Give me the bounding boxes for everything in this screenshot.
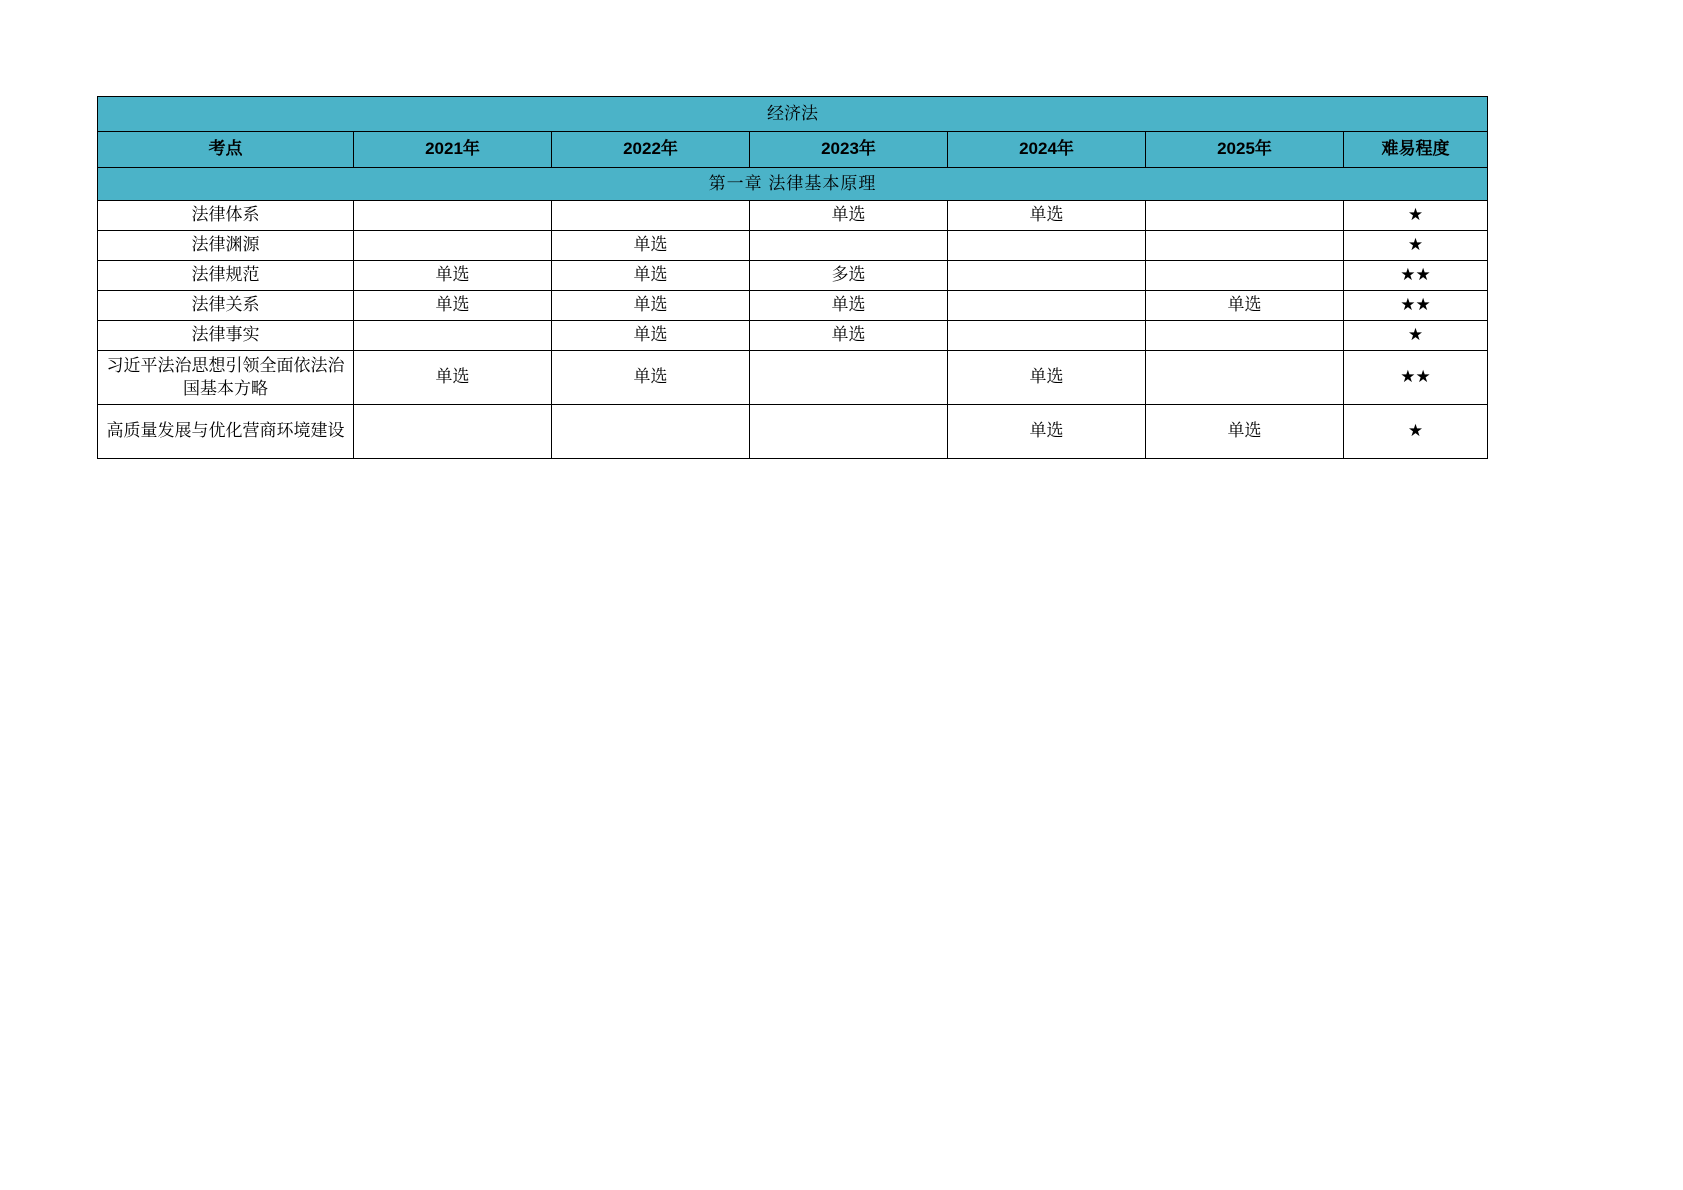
exam-outline-table [97, 96, 1488, 459]
table-header-row [98, 132, 1488, 168]
row-2025 [1146, 201, 1344, 231]
table-row [98, 291, 1488, 321]
row-2024: 单选 [948, 201, 1146, 231]
row-2023 [750, 351, 948, 405]
row-topic: 法律渊源 [98, 231, 354, 261]
row-2021: 单选 [354, 291, 552, 321]
column-header-2024: 2024年 [948, 132, 1146, 168]
column-header-topic: 考点 [98, 132, 354, 168]
row-2022: 单选 [552, 261, 750, 291]
row-topic: 法律关系 [98, 291, 354, 321]
row-2021 [354, 201, 552, 231]
row-2021 [354, 231, 552, 261]
row-2022 [552, 405, 750, 459]
row-topic: 法律规范 [98, 261, 354, 291]
row-2022: 单选 [552, 291, 750, 321]
table-row [98, 261, 1488, 291]
row-2022: 单选 [552, 231, 750, 261]
table-row [98, 405, 1488, 459]
row-2023: 单选 [750, 201, 948, 231]
table-row [98, 321, 1488, 351]
row-topic: 习近平法治思想引领全面依法治国基本方略 [98, 351, 354, 405]
row-2021 [354, 405, 552, 459]
row-2021 [354, 321, 552, 351]
column-header-2021: 2021年 [354, 132, 552, 168]
table-title-row [98, 97, 1488, 132]
column-header-2025: 2025年 [1146, 132, 1344, 168]
document-title: 经济法 [98, 97, 1488, 132]
row-difficulty: ★★ [1344, 291, 1488, 321]
row-2023 [750, 231, 948, 261]
row-2025 [1146, 321, 1344, 351]
row-topic: 法律事实 [98, 321, 354, 351]
row-2025 [1146, 231, 1344, 261]
row-2021: 单选 [354, 351, 552, 405]
row-2025: 单选 [1146, 291, 1344, 321]
exam-outline-table-wrapper [97, 96, 1450, 459]
row-2022 [552, 201, 750, 231]
column-header-2022: 2022年 [552, 132, 750, 168]
row-topic: 法律体系 [98, 201, 354, 231]
row-difficulty: ★ [1344, 405, 1488, 459]
row-difficulty: ★★ [1344, 261, 1488, 291]
row-2024 [948, 261, 1146, 291]
row-topic: 高质量发展与优化营商环境建设 [98, 405, 354, 459]
column-header-2023: 2023年 [750, 132, 948, 168]
row-difficulty: ★★ [1344, 351, 1488, 405]
row-2025 [1146, 351, 1344, 405]
row-2024 [948, 231, 1146, 261]
table-row [98, 351, 1488, 405]
row-2023: 单选 [750, 321, 948, 351]
row-difficulty: ★ [1344, 231, 1488, 261]
row-2023: 单选 [750, 291, 948, 321]
column-header-difficulty: 难易程度 [1344, 132, 1488, 168]
row-2023 [750, 405, 948, 459]
table-row [98, 231, 1488, 261]
row-2022: 单选 [552, 351, 750, 405]
row-difficulty: ★ [1344, 321, 1488, 351]
row-2023: 多选 [750, 261, 948, 291]
row-difficulty: ★ [1344, 201, 1488, 231]
row-2022: 单选 [552, 321, 750, 351]
row-2025 [1146, 261, 1344, 291]
row-2024 [948, 321, 1146, 351]
row-2021: 单选 [354, 261, 552, 291]
row-2024 [948, 291, 1146, 321]
row-2024: 单选 [948, 351, 1146, 405]
chapter-heading-row [98, 168, 1488, 201]
table-row [98, 201, 1488, 231]
row-2025: 单选 [1146, 405, 1344, 459]
chapter-label: 第一章 法律基本原理 [98, 168, 1488, 201]
row-2024: 单选 [948, 405, 1146, 459]
